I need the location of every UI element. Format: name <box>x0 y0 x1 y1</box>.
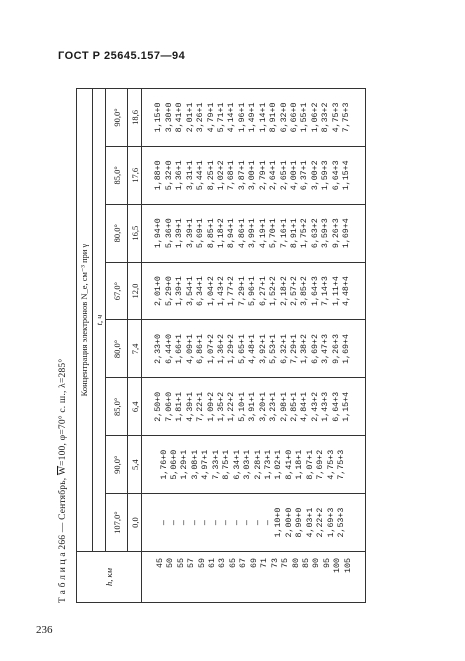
table-cell: 2,01+1 <box>185 102 195 133</box>
table-cell: 2,28+1 <box>253 449 263 480</box>
table-cell: 1,73+1 <box>263 449 273 480</box>
table-cell: 2,22+2 <box>316 507 326 538</box>
table-cell: 1,64+3 <box>310 276 320 306</box>
table-cell: 1,75+2 <box>300 218 310 249</box>
height-value: 105 <box>343 558 353 573</box>
value-column <box>142 494 366 552</box>
table-cell: 1,14+1 <box>258 102 268 133</box>
table-cell: 1,29+2 <box>227 334 237 364</box>
table-cell: — <box>180 520 190 526</box>
table-cell: 3,59+3 <box>321 218 331 249</box>
table-cell: 1,04+2 <box>206 276 216 306</box>
table-cell: 1,69+3 <box>326 507 336 538</box>
gamma-header-row <box>106 89 128 603</box>
height-value: 95 <box>322 558 332 568</box>
table-cell: 4,75+3 <box>326 449 336 480</box>
table-cell: 3,23+1 <box>269 391 279 422</box>
table-cell: 2,98+1 <box>279 391 289 422</box>
table-cell: 8,41+0 <box>284 449 294 480</box>
table-caption <box>58 88 68 603</box>
table-cell: 8,25+1 <box>206 160 216 191</box>
table-cell: 3,30+0 <box>164 102 174 133</box>
table-cell: 1,02+2 <box>216 160 226 191</box>
table-cell: 1,52+2 <box>269 276 279 306</box>
table-cell: 8,41+0 <box>175 102 185 133</box>
table-cell: 1,43+2 <box>216 276 226 306</box>
table-cell: 8,85+1 <box>206 218 216 249</box>
table-cell: 1,35+2 <box>216 391 226 422</box>
table-cell: 6,32+1 <box>279 334 289 364</box>
table-cell: 4,00+1 <box>290 160 300 191</box>
table-cell: 4,14+1 <box>227 102 237 133</box>
table-cell: 1,18+1 <box>295 449 305 480</box>
table-cell: 7,69+2 <box>316 449 326 480</box>
gamma-header-cell: 85,0° <box>106 378 128 436</box>
table-cell: — <box>201 520 211 526</box>
gamma-header-cell: 90,0° <box>106 436 128 494</box>
table-cell: 1,02+1 <box>274 449 284 480</box>
time-header-cell: 12,0 <box>128 262 142 320</box>
table-cell: 3,31+1 <box>185 160 195 191</box>
value-column <box>142 378 366 436</box>
caption-w-symbol: $\overline{W}$ <box>58 465 68 476</box>
table-cell: 3,99+1 <box>248 218 258 249</box>
table-body-row <box>142 89 366 603</box>
table-cell: 1,09+2 <box>206 391 216 422</box>
table-cell: 8,07+1 <box>305 449 315 480</box>
table-cell: 8,91+0 <box>269 102 279 133</box>
table-cell: 6,37+1 <box>300 160 310 191</box>
height-value: 100 <box>333 558 343 573</box>
table-cell: 3,92+1 <box>258 334 268 364</box>
gamma-header-cell: 85,0° <box>106 146 128 204</box>
table-cell: 5,06+0 <box>170 449 179 480</box>
table-cell: 8,99+0 <box>295 507 305 538</box>
value-column <box>142 204 366 262</box>
table-cell: 1,22+2 <box>227 391 237 422</box>
table-cell: 3,00+2 <box>310 160 320 191</box>
table-cell: 5,70+1 <box>269 218 279 249</box>
table-cell: — <box>190 520 200 526</box>
table-cell: — <box>232 520 242 526</box>
table-cell: 4,84+1 <box>300 391 310 422</box>
table-cell: 2,50+0 <box>154 391 164 422</box>
height-value: 45 <box>155 558 165 568</box>
table-cell: 3,47+3 <box>321 334 331 364</box>
gamma-header-cell: 67,0° <box>106 262 128 320</box>
table-cell: 1,81+1 <box>175 391 185 422</box>
caption-prefix: Т а б л и ц а 266 — Сентябрь, <box>58 477 68 603</box>
table-cell: 2,43+2 <box>310 391 320 422</box>
table-cell: 2,18+2 <box>279 276 289 306</box>
table-cell: 6,64+3 <box>331 391 341 422</box>
height-value: 85 <box>301 558 311 568</box>
gamma-header-cell: 90,0° <box>106 89 128 147</box>
table-cell: 2,79+1 <box>258 160 268 191</box>
table-cell: 1,11+4 <box>331 276 341 306</box>
document-header: ГОСТ Р 25645.157—94 <box>58 50 186 62</box>
table-cell: 6,66+0 <box>290 102 300 133</box>
table-cell: 4,48+4 <box>342 276 352 306</box>
height-value: 71 <box>260 558 270 568</box>
rotated-table-area <box>58 88 372 603</box>
time-header-cell: 5,4 <box>128 436 142 494</box>
table-cell: 7,29+1 <box>237 276 247 306</box>
table-cell: 7,75+3 <box>342 102 352 133</box>
table-cell: 6,44+0 <box>164 334 174 364</box>
height-value: 50 <box>166 558 176 568</box>
table-cell: 8,33+2 <box>321 102 331 133</box>
table-cell: 3,39+1 <box>185 218 195 249</box>
height-value: 59 <box>197 558 207 568</box>
table-cell: 8,91+1 <box>290 218 300 249</box>
height-value: 57 <box>187 558 197 568</box>
table-cell: 3,87+1 <box>237 160 247 191</box>
table-cell: 1,07+2 <box>206 334 216 364</box>
value-column <box>142 262 366 320</box>
table-cell: 1,76+0 <box>159 449 169 480</box>
time-header-row <box>128 89 142 603</box>
table-cell: 1,38+2 <box>300 334 310 364</box>
table-cell: 5,36+0 <box>164 218 174 249</box>
concentration-header: Концентрация электронов N_e, см⁻³ при γ <box>77 89 93 552</box>
time-header-cell: 7,4 <box>128 320 142 378</box>
table-cell: 3,85+2 <box>300 276 310 306</box>
time-header-cell: 16,5 <box>128 204 142 262</box>
table-cell: 4,39+1 <box>185 391 195 422</box>
height-value: 65 <box>228 558 238 568</box>
table-cell: 1,94+0 <box>154 218 164 249</box>
time-header: t, ч <box>93 89 106 552</box>
table-cell: 6,27+1 <box>258 276 268 306</box>
table-cell: 5,71+1 <box>216 102 226 133</box>
height-value: 90 <box>312 558 322 568</box>
table-cell: 3,91+1 <box>248 391 258 422</box>
table-cell: — <box>222 520 232 526</box>
time-header-cell: 6,4 <box>128 378 142 436</box>
table-cell: 5,96+1 <box>248 276 258 306</box>
time-header-cell: 18,6 <box>128 89 142 147</box>
table-cell: 6,63+2 <box>310 218 320 249</box>
table-cell: 1,36+1 <box>175 160 185 191</box>
gamma-header-cell: 80,0° <box>106 204 128 262</box>
table-cell: 1,69+4 <box>342 218 352 249</box>
table-cell: 6,64+3 <box>331 160 341 191</box>
table-cell: 2,57+2 <box>290 276 300 306</box>
value-column <box>142 436 366 494</box>
time-header-cell: 17,6 <box>128 146 142 204</box>
height-value: 75 <box>281 558 291 568</box>
value-column <box>142 146 366 204</box>
value-column <box>142 89 366 147</box>
table-cell: 1,39+1 <box>175 218 185 249</box>
table-cell: 7,22+1 <box>196 391 206 422</box>
table-cell: 5,10+1 <box>237 391 247 422</box>
table-cell: 1,36+2 <box>216 334 226 364</box>
page-number: 236 <box>36 624 53 636</box>
table-cell: 6,69+2 <box>310 334 320 364</box>
table-cell: 8,75+1 <box>222 449 232 480</box>
table-cell: 2,64+1 <box>269 160 279 191</box>
height-value: 73 <box>270 558 280 568</box>
table-cell: — <box>263 520 273 526</box>
height-value: 67 <box>239 558 249 568</box>
table-cell: 1,66+1 <box>175 334 185 364</box>
table-cell: 2,65+1 <box>279 160 289 191</box>
table-cell: 1,96+1 <box>237 102 247 133</box>
table-cell: 3,00+1 <box>248 160 258 191</box>
value-column <box>142 320 366 378</box>
table-cell: 2,33+0 <box>154 334 164 364</box>
table-cell: 3,54+1 <box>185 276 195 306</box>
table-cell: 9,26+3 <box>331 334 341 364</box>
time-header-cell: 0,0 <box>128 494 142 552</box>
table-cell: 3,08+1 <box>190 449 200 480</box>
table-cell: 7,16+1 <box>279 218 289 249</box>
table-cell: 1,49+1 <box>248 102 258 133</box>
height-value: 61 <box>208 558 218 568</box>
table-cell: 8,94+1 <box>227 218 237 249</box>
height-value: 63 <box>218 558 228 568</box>
table-cell: 1,39+1 <box>175 276 185 306</box>
table-cell: 1,69+4 <box>342 334 352 364</box>
table-cell: 1,29+1 <box>180 449 190 480</box>
table-cell: — <box>211 520 221 526</box>
table-cell: 4,09+1 <box>185 334 195 364</box>
table-cell: 2,01+0 <box>154 276 164 306</box>
table-cell: 1,15+4 <box>342 391 352 422</box>
table-cell: 4,79+1 <box>206 102 216 133</box>
table-cell: 3,26+1 <box>196 102 206 133</box>
caption-rest: =100, φ=70° с. ш., λ=285° <box>58 358 68 466</box>
table-cell: 5,65+1 <box>237 334 247 364</box>
table-cell: 4,19+1 <box>258 218 268 249</box>
height-value: 55 <box>176 558 186 568</box>
table-cell: 1,15+4 <box>342 160 352 191</box>
table-cell: 6,86+1 <box>196 334 206 364</box>
table-cell: 1,77+2 <box>227 276 237 306</box>
table-cell: 6,34+1 <box>196 276 206 306</box>
table-cell: 2,00+0 <box>284 507 294 538</box>
height-value: 80 <box>291 558 301 568</box>
table-cell: 5,53+1 <box>269 334 279 364</box>
table-cell: 4,48+1 <box>248 334 258 364</box>
table-cell: 1,10+0 <box>274 507 284 538</box>
table-cell: 6,32+0 <box>279 102 289 133</box>
gamma-header-cell: 107,0° <box>106 494 128 552</box>
table-cell: 1,15+0 <box>154 102 164 133</box>
table-cell: 7,68+1 <box>227 160 237 191</box>
table-cell: — <box>159 520 169 526</box>
table-rotation-frame <box>58 88 372 603</box>
table-cell: 9,26+3 <box>331 218 341 249</box>
table-cell: 7,29+1 <box>290 334 300 364</box>
table-cell: 6,34+1 <box>232 449 242 480</box>
table-cell: 5,44+1 <box>196 160 206 191</box>
table-cell: 5,32+0 <box>164 160 174 191</box>
table-cell: 5,69+1 <box>196 218 206 249</box>
table-cell: 5,29+0 <box>164 276 174 306</box>
electron-concentration-table <box>76 88 366 603</box>
table-cell: 3,20+1 <box>258 391 268 422</box>
table-cell: 3,03+1 <box>243 449 253 480</box>
table-cell: 7,14+3 <box>321 276 331 306</box>
gamma-header-cell: 80,0° <box>106 320 128 378</box>
table-cell: 4,75+3 <box>331 102 341 133</box>
table-cell: 1,18+2 <box>216 218 226 249</box>
table-cell: — <box>170 520 179 526</box>
table-cell: 1,55+1 <box>300 102 310 133</box>
table-cell: 1,43+3 <box>321 391 331 422</box>
height-column-header: h, км <box>77 552 142 603</box>
height-value: 69 <box>249 558 259 568</box>
table-cell: 4,97+1 <box>201 449 211 480</box>
table-cell: 7,75+3 <box>337 449 346 480</box>
table-cell: 1,88+0 <box>154 160 164 191</box>
table-cell: 2,53+3 <box>337 507 346 538</box>
table-cell: 4,86+1 <box>237 218 247 249</box>
table-cell: 2,85+1 <box>290 391 300 422</box>
table-cell: — <box>253 520 263 526</box>
heights-column <box>142 552 366 603</box>
table-cell: — <box>243 520 253 526</box>
table-cell: 4,03+1 <box>305 507 315 538</box>
table-cell: 7,33+1 <box>211 449 221 480</box>
table-cell: 1,06+2 <box>310 102 320 133</box>
table-cell: 7,06+0 <box>164 391 174 422</box>
table-cell: 1,59+3 <box>321 160 331 191</box>
